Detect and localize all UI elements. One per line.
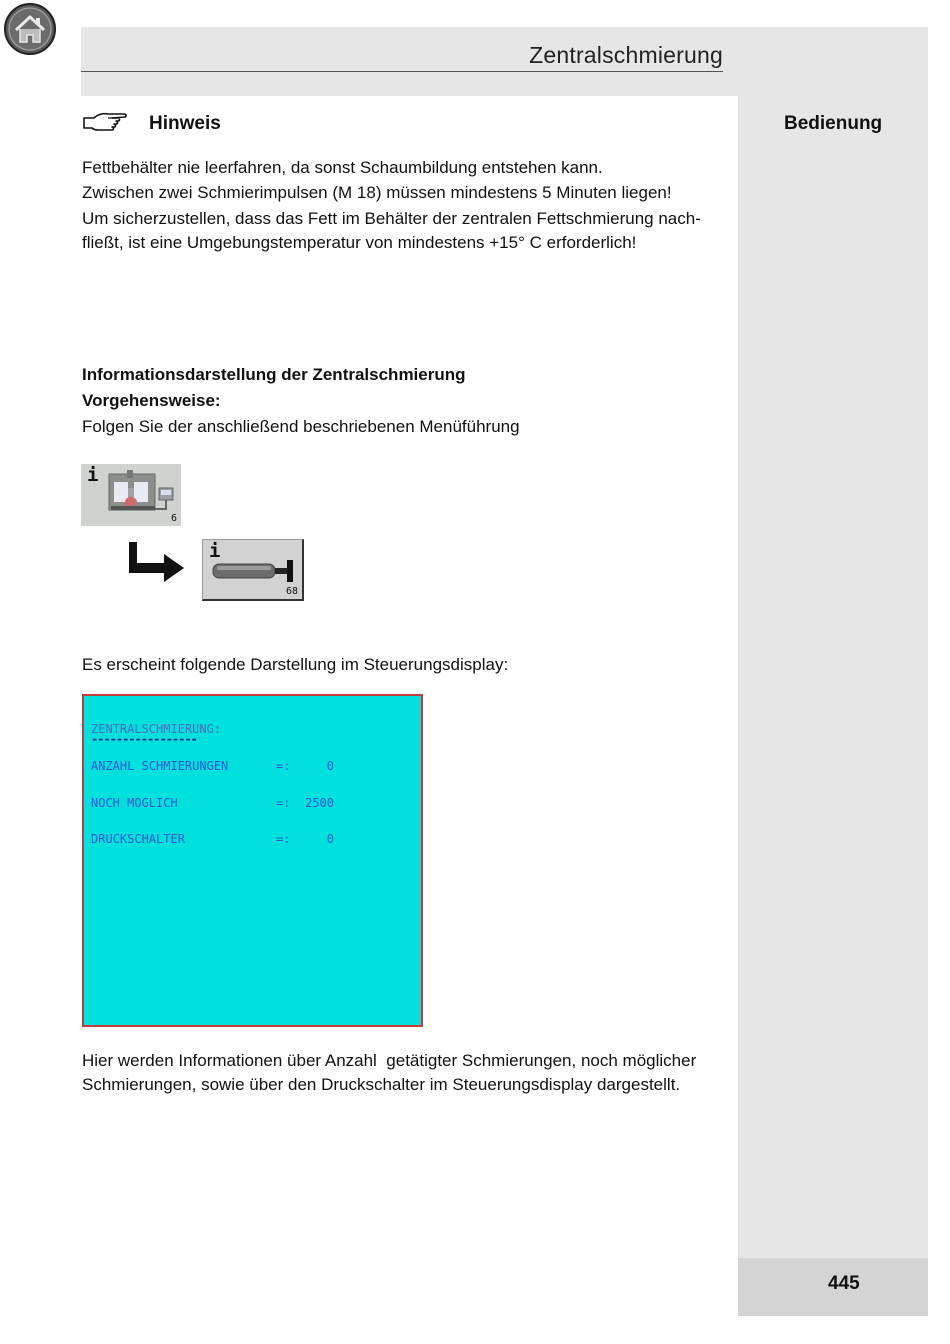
screen-row-label: DRUCKSCHALTER [91, 832, 185, 846]
control-display-screen [82, 694, 423, 1027]
page-title: Zentralschmierung [529, 42, 723, 68]
info-letter: i [209, 540, 221, 562]
machine-info-icon [81, 464, 181, 526]
softkey-machine-info[interactable] [81, 464, 181, 526]
screen-title: ZENTRALSCHMIERUNG: [91, 722, 222, 736]
outro-text-line: Hier werden Informationen über Anzahl getätigter Schmierungen, noch möglicher [82, 1051, 697, 1070]
sidebar-column [738, 96, 928, 1316]
home-button[interactable] [4, 3, 56, 55]
screen-row-label: NOCH MOGLICH [91, 796, 178, 810]
section-text: Folgen Sie der anschließend beschriebenen Menüführung [82, 417, 520, 436]
screen-row-equals: =: [276, 796, 291, 810]
note-text-line: Zwischen zwei Schmierimpulsen (M 18) müssen mindestens 5 Minuten liegen! [82, 183, 672, 202]
header-band [81, 27, 928, 96]
home-icon [6, 5, 54, 53]
section-subheading: Vorgehensweise: [82, 391, 221, 410]
screen-row-value: 2500 [305, 796, 334, 810]
pointing-hand-icon [82, 110, 128, 138]
info-letter: i [87, 464, 99, 486]
section-heading: Informationsdarstellung der Zentralschmierung [82, 365, 466, 384]
display-intro-text: Es erscheint folgende Darstellung im Steuerungsdisplay: [82, 655, 509, 674]
softkey-lubrication-info[interactable] [202, 539, 304, 601]
screen-row-equals: =: [276, 759, 291, 773]
note-title: Hinweis [149, 113, 221, 134]
note-text-line: Fettbehälter nie leerfahren, da sonst Schaumbildung entstehen kann. [82, 158, 603, 177]
section-side-label: Bedienung [784, 113, 883, 134]
screen-row-equals: =: [276, 832, 291, 846]
screen-row-value: 0 [326, 832, 334, 846]
screen-row-value: 0 [326, 759, 334, 773]
note-text-line: Um sicherzustellen, dass das Fett im Behälter der zentralen Fettschmierung nach- [82, 209, 701, 228]
screen-title-underline: ----------------- [91, 732, 197, 746]
note-text-line: fließt, ist eine Umgebungstemperatur von mindestens +15° C erforderlich! [82, 233, 637, 252]
outro-text-line: Schmierungen, sowie über den Druckschalter im Steuerungsdisplay dargestellt. [82, 1075, 681, 1094]
screen-row-label: ANZAHL SCHMIERUNGEN [91, 759, 229, 773]
softkey-number: 68 [285, 586, 298, 597]
softkey-number: 6 [170, 513, 177, 524]
page-number: 445 [828, 1273, 860, 1294]
title-rule [81, 71, 723, 72]
arrow-right-icon [126, 540, 186, 582]
